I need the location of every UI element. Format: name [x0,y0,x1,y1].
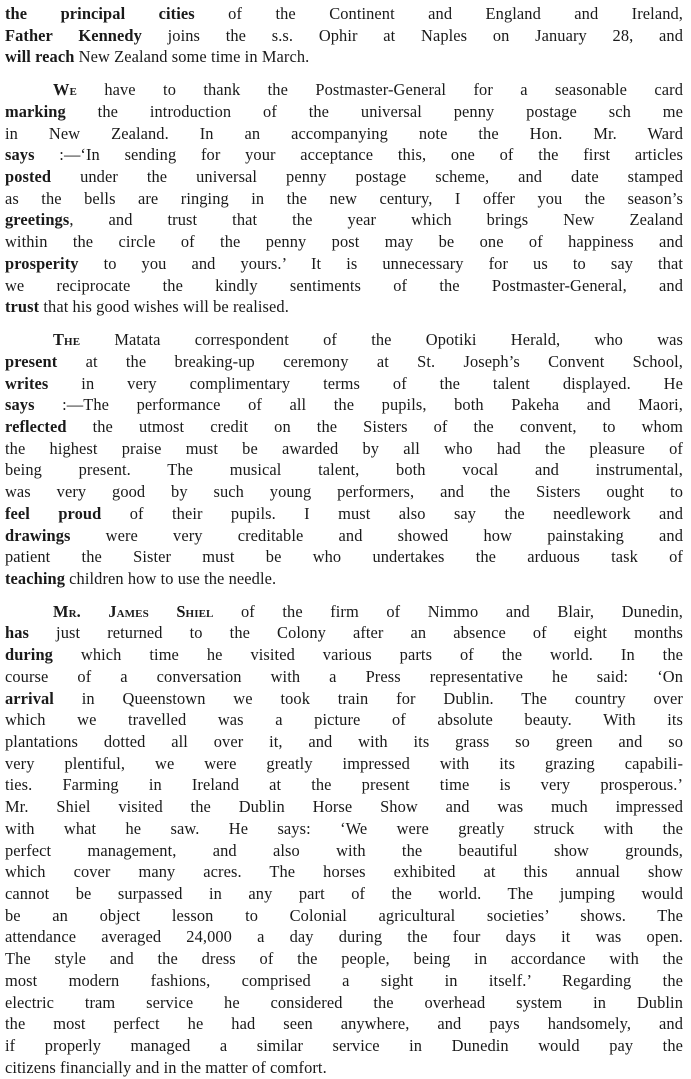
text-line: marking the introduction of the universal penny postage sch me [5,101,683,121]
text-line: cannot be surpassed in any part of the world. The jumping would [5,884,683,904]
text-line: the highest praise must be awarded by all who had the pleasure of [5,438,683,458]
text-line: says :—‘In sending for your acceptance this, one of the first articles [5,145,683,165]
paragraph-kennedy [5,3,683,68]
text-line: Mr. Shiel visited the Dublin Horse Show and was much impressed [5,797,683,817]
text-line: arrival in Queenstown we took train for Dublin. The country over [5,688,683,708]
text-line: in New Zealand. In an accompanying note the Hon. Mr. Ward [5,123,683,143]
text-line: being present. The musical talent, both vocal and instrumental, [5,460,683,480]
text-line: during which time he visited various parts of the world. In the [5,645,683,665]
text-line: patient the Sister must be who undertakes the arduous task of [5,547,683,567]
text-line: says :—The performance of all the pupils, both Pakeha and Maori, [5,395,683,415]
run-in-lead: posted [5,167,52,187]
text-line: we reciprocate the kindly sentiments of the Postmaster-General, and [5,275,683,295]
run-in-lead: drawings [5,525,71,545]
run-in-lead: present [5,351,58,371]
run-in-lead: feel proud [5,503,102,523]
run-in-lead: writes [5,373,49,393]
run-in-lead: during [5,645,53,665]
run-in-lead: Mr. James Shiel [53,601,214,621]
text-line: reflected the utmost credit on the Sisters of the convent, to whom [5,416,683,436]
run-in-lead: marking [5,101,66,121]
text-line: writes in very complimentary terms of the talent displayed. He [5,373,683,393]
run-in-lead: trust [5,297,40,317]
text-line: We have to thank the Postmaster-General for a seasonable card [53,80,683,100]
run-in-lead: will reach [5,47,75,67]
text-line: citizens financially and in the matter of comfort. [5,1057,327,1077]
run-in-lead: We [53,80,77,100]
run-in-lead: The [53,330,81,350]
text-line: present at the breaking-up ceremony at St. Joseph’s Convent School, [5,351,683,371]
text-line: prosperity to you and yours.’ It is unnecessary for us to say that [5,253,683,273]
text-line: was very good by such young performers, and the Sisters ought to [5,482,683,502]
paragraph-matata [5,329,683,590]
text-line: the most perfect he had seen anywhere, and pays handsomely, and [5,1014,683,1034]
text-line: plantations dotted all over it, and with its grass so green and so [5,732,683,751]
text-line: teaching children how to use the needle. [5,568,277,588]
text-line: which cover many acres. The horses exhibited at this annual show [5,862,683,882]
paragraph-gap [5,590,683,601]
run-in-lead: arrival [5,688,54,708]
paragraph-postmaster [5,79,683,318]
paragraph-shiel [5,601,683,1079]
text-line: posted under the universal penny postage scheme, and date stamped [5,167,683,187]
run-in-lead: greetings [5,210,70,230]
text-line: Mr. James Shiel of the firm of Nimmo and Blair, Dunedin, [53,601,683,621]
text-line: greetings, and trust that the year which brings New Zealand [5,210,683,230]
run-in-lead: says [5,395,35,415]
run-in-lead: Father Kennedy [5,25,142,45]
text-line: electric tram service he considered the overhead system in Dublin [5,992,683,1012]
text-line: most modern fashions, comprised a sight in itself.’ Regarding the [5,970,683,990]
text-line: Father Kennedy joins the s.s. Ophir at Naples on January 28, and [5,25,683,45]
text-line: feel proud of their pupils. I must also say the needlework and [5,503,683,523]
text-line: the principal cities of the Continent and England and Ireland, [5,4,683,23]
text-line: as the bells are ringing in the new century, I offer you the season’s [5,188,683,208]
run-in-lead: teaching [5,568,65,588]
text-line: The style and the dress of the people, being in accordance with the [5,949,683,969]
text-line: trust that his good wishes will be realised. [5,297,289,317]
paragraph-gap [5,318,683,329]
text-line: with what he saw. He says: ‘We were greatly struck with the [5,818,683,838]
text-line: very plentiful, we were greatly impressed with its grazing capabili- [5,753,683,773]
paragraph-gap [5,68,683,79]
text-line: which we travelled was a picture of absolute beauty. With its [5,710,683,730]
text-line: has just returned to the Colony after an absence of eight months [5,623,683,643]
text-line: The Matata correspondent of the Opotiki Herald, who was [53,330,683,350]
text-line: drawings were very creditable and showed how painstaking and [5,525,683,545]
run-in-lead: has [5,623,29,643]
run-in-lead: says [5,145,35,165]
run-in-lead: reflected [5,416,67,436]
text-line: will reach New Zealand some time in March. [5,47,310,67]
text-line: attendance averaged 24,000 a day during the four days it was open. [5,927,683,947]
run-in-lead: the principal cities [5,4,195,23]
text-line: within the circle of the penny post may be one of happiness and [5,232,683,252]
text-line: perfect management, and also with the beautiful show grounds, [5,840,683,860]
text-line: be an object lesson to Colonial agricultural societies’ shows. The [5,905,683,925]
text-line: course of a conversation with a Press representative he said: ‘On [5,666,683,686]
run-in-lead: prosperity [5,253,79,273]
text-line: if properly managed a similar service in Dunedin would pay the [5,1036,683,1056]
text-line: ties. Farming in Ireland at the present time is very prosperous.’ [5,775,683,795]
